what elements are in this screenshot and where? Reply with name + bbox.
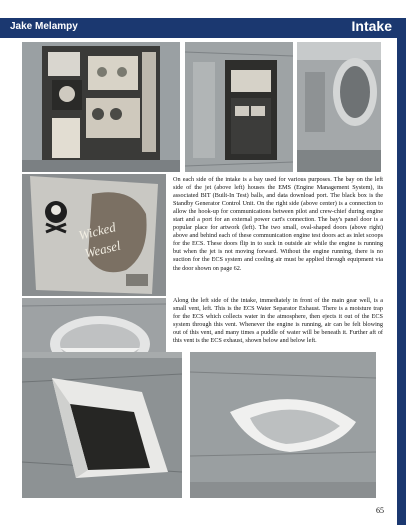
photo-artwork-door — [22, 174, 166, 296]
paragraph-1: On each side of the intake is a bay used for various purposes. The bay on the left side of the jet (above left) houses the EMS (Engine Management System), its associated BIT (Built-In Test) balls, and data download port. The black box is the Standby Generator Control Unit. On the right side (above center) is a connection to allow the hook-up for communications between pilot and crew-chief during engine start and a port for an external power cart's connection. The bay's panel door is a popular place for artwork (left). The two small, oval-shaped doors (above right) above and behind each of these communication engine test doors act as inlet scoops for the ECS. These doors flip in to suck in outside air while the engine is running but when the jet is not moving forward. Without the engine running, there is no suction for the ECS system and cooling air must be applied through equipment via the door shown on page 62. — [173, 176, 383, 272]
side-bar — [397, 38, 406, 525]
photo-center-bay — [185, 42, 293, 172]
ecs-door-photo — [185, 42, 293, 172]
page-number: 65 — [376, 506, 384, 515]
photo-exhaust-right — [190, 352, 376, 498]
ecs-exhaust-photo — [22, 352, 182, 498]
photo-left-bay — [22, 42, 180, 172]
ecs-exhaust-photo — [190, 352, 376, 498]
header-band — [0, 18, 406, 38]
paragraph-2: Along the left side of the intake, immediately in front of the main gear well, is a small vent, left. This is the ECS Water Separator Exhaust. There is a moisture trap for the ECS which collects water in the atmosphere, then ejects it out of the ECS system through this vent. Whenever the engine is running, air can be felt blowing out of this vent, and many times a puddle of water will be beneath it. Further aft of this vent is the ECS exhaust, shown below and below left. — [173, 297, 383, 345]
photo-right-bay — [297, 42, 381, 172]
section-title: Intake — [351, 18, 392, 34]
artwork-line1: Wicked — [77, 219, 118, 243]
nose-art-door-photo — [22, 174, 166, 296]
avionics-bay-photo — [22, 42, 180, 172]
artwork-line2: Weasel — [83, 237, 123, 261]
photo-exhaust-left — [22, 352, 182, 498]
communication-box-photo — [297, 42, 381, 172]
author-name: Jake Melampy — [10, 21, 78, 32]
